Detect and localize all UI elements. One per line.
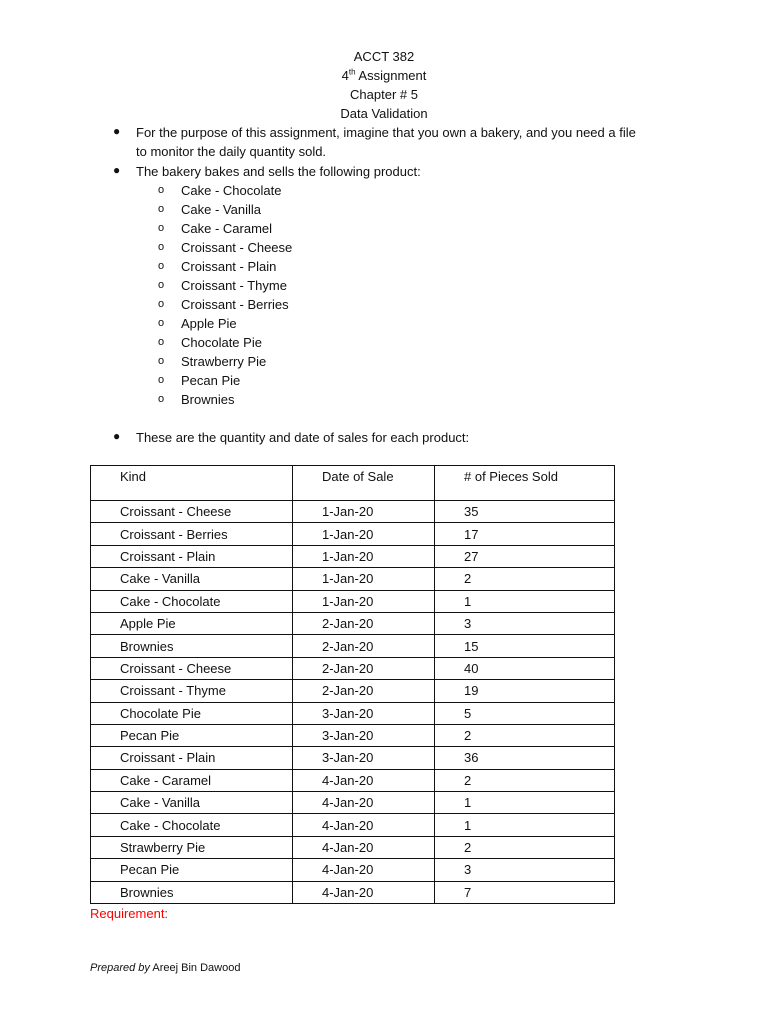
circle-bullet-icon: o — [158, 355, 165, 367]
product-name: Cake - Caramel — [181, 221, 273, 236]
cell-pieces: 1 — [435, 814, 615, 836]
cell-pieces: 17 — [435, 523, 615, 545]
cell-kind: Croissant - Berries — [91, 523, 293, 545]
cell-kind: Cake - Vanilla — [91, 792, 293, 814]
cell-pieces: 2 — [435, 769, 615, 791]
cell-kind: Croissant - Plain — [91, 747, 293, 769]
document-title-block — [284, 47, 484, 123]
table-row — [91, 792, 615, 814]
assignment-title: 4th Assignment — [341, 67, 427, 83]
cell-date: 2-Jan-20 — [293, 635, 435, 657]
product-name: Brownies — [181, 392, 235, 407]
cell-date: 2-Jan-20 — [293, 657, 435, 679]
table-row — [91, 769, 615, 791]
intro-paragraph-2: The bakery bakes and sells the following product: — [136, 164, 421, 179]
circle-bullet-icon: o — [158, 393, 165, 405]
cell-pieces: 40 — [435, 657, 615, 679]
cell-pieces: 7 — [435, 881, 615, 903]
cell-date: 4-Jan-20 — [293, 792, 435, 814]
cell-pieces: 36 — [435, 747, 615, 769]
product-name: Croissant - Cheese — [181, 240, 293, 255]
cell-date: 4-Jan-20 — [293, 859, 435, 881]
cell-pieces: 2 — [435, 836, 615, 858]
cell-pieces: 2 — [435, 568, 615, 590]
circle-bullet-icon: o — [158, 298, 165, 310]
cell-kind: Brownies — [91, 635, 293, 657]
intro-paragraph-3: These are the quantity and date of sales for each product: — [136, 430, 470, 445]
cell-date: 1-Jan-20 — [293, 590, 435, 612]
table-row — [91, 836, 615, 858]
cell-kind: Pecan Pie — [91, 724, 293, 746]
circle-bullet-icon: o — [158, 374, 165, 386]
circle-bullet-icon: o — [158, 222, 165, 234]
header-kind: Kind — [91, 466, 293, 501]
table-row — [91, 612, 615, 634]
table-row — [91, 657, 615, 679]
table-row — [91, 635, 615, 657]
footer — [90, 962, 240, 974]
table-row — [91, 814, 615, 836]
bullet-icon: ● — [113, 163, 121, 177]
cell-kind: Chocolate Pie — [91, 702, 293, 724]
cell-date: 2-Jan-20 — [293, 680, 435, 702]
table-row — [91, 859, 615, 881]
cell-kind: Cake - Vanilla — [91, 568, 293, 590]
prepared-by-label: Prepared by — [90, 962, 150, 974]
circle-bullet-icon: o — [158, 260, 165, 272]
cell-pieces: 1 — [435, 590, 615, 612]
circle-bullet-icon: o — [158, 317, 165, 329]
cell-kind: Croissant - Cheese — [91, 657, 293, 679]
table-row — [91, 702, 615, 724]
cell-kind: Brownies — [91, 881, 293, 903]
course-code: ACCT 382 — [353, 49, 415, 64]
table-row — [91, 545, 615, 567]
cell-kind: Strawberry Pie — [91, 836, 293, 858]
product-name: Croissant - Plain — [181, 259, 277, 274]
circle-bullet-icon: o — [158, 184, 165, 196]
topic-title: Data Validation — [340, 106, 428, 121]
author-name: Areej Bin Dawood — [149, 962, 241, 974]
product-name: Pecan Pie — [181, 373, 241, 388]
circle-bullet-icon: o — [158, 203, 165, 215]
table-row — [91, 523, 615, 545]
cell-kind: Cake - Chocolate — [91, 814, 293, 836]
product-name: Cake - Chocolate — [181, 183, 282, 198]
cell-kind: Apple Pie — [91, 612, 293, 634]
table-row — [91, 568, 615, 590]
cell-date: 1-Jan-20 — [293, 501, 435, 523]
cell-date: 3-Jan-20 — [293, 747, 435, 769]
cell-date: 1-Jan-20 — [293, 523, 435, 545]
table-row — [91, 680, 615, 702]
table-header-row — [91, 466, 615, 501]
table-row — [91, 724, 615, 746]
table-row — [91, 590, 615, 612]
header-pieces: # of Pieces Sold — [435, 466, 615, 501]
requirement-label: Requirement: — [90, 906, 169, 921]
product-name: Croissant - Thyme — [181, 278, 287, 293]
product-name: Apple Pie — [181, 316, 237, 331]
cell-date: 4-Jan-20 — [293, 881, 435, 903]
chapter-title: Chapter # 5 — [350, 87, 418, 102]
cell-kind: Croissant - Plain — [91, 545, 293, 567]
table-row — [91, 501, 615, 523]
cell-pieces: 2 — [435, 724, 615, 746]
cell-pieces: 5 — [435, 702, 615, 724]
table-row — [91, 881, 615, 903]
table-row — [91, 747, 615, 769]
cell-kind: Pecan Pie — [91, 859, 293, 881]
cell-pieces: 15 — [435, 635, 615, 657]
circle-bullet-icon: o — [158, 279, 165, 291]
cell-kind: Croissant - Cheese — [91, 501, 293, 523]
header-date: Date of Sale — [293, 466, 435, 501]
cell-pieces: 19 — [435, 680, 615, 702]
product-name: Strawberry Pie — [181, 354, 267, 369]
cell-date: 3-Jan-20 — [293, 724, 435, 746]
circle-bullet-icon: o — [158, 336, 165, 348]
cell-kind: Cake - Caramel — [91, 769, 293, 791]
cell-date: 3-Jan-20 — [293, 702, 435, 724]
sales-table-body — [91, 501, 615, 904]
bullet-icon: ● — [113, 124, 121, 138]
cell-date: 4-Jan-20 — [293, 814, 435, 836]
sales-table — [90, 465, 615, 904]
cell-date: 1-Jan-20 — [293, 568, 435, 590]
bullet-icon: ● — [113, 429, 121, 443]
cell-date: 1-Jan-20 — [293, 545, 435, 567]
cell-pieces: 35 — [435, 501, 615, 523]
product-name: Croissant - Berries — [181, 297, 289, 312]
product-name: Chocolate Pie — [181, 335, 262, 350]
cell-pieces: 3 — [435, 859, 615, 881]
cell-date: 2-Jan-20 — [293, 612, 435, 634]
cell-kind: Cake - Chocolate — [91, 590, 293, 612]
cell-pieces: 3 — [435, 612, 615, 634]
cell-date: 4-Jan-20 — [293, 836, 435, 858]
cell-date: 4-Jan-20 — [293, 769, 435, 791]
intro-paragraph-1: For the purpose of this assignment, imagine that you own a bakery, and you need a file to monitor the daily quantity sold. — [136, 125, 636, 159]
cell-pieces: 1 — [435, 792, 615, 814]
circle-bullet-icon: o — [158, 241, 165, 253]
cell-kind: Croissant - Thyme — [91, 680, 293, 702]
product-name: Cake - Vanilla — [181, 202, 261, 217]
cell-pieces: 27 — [435, 545, 615, 567]
